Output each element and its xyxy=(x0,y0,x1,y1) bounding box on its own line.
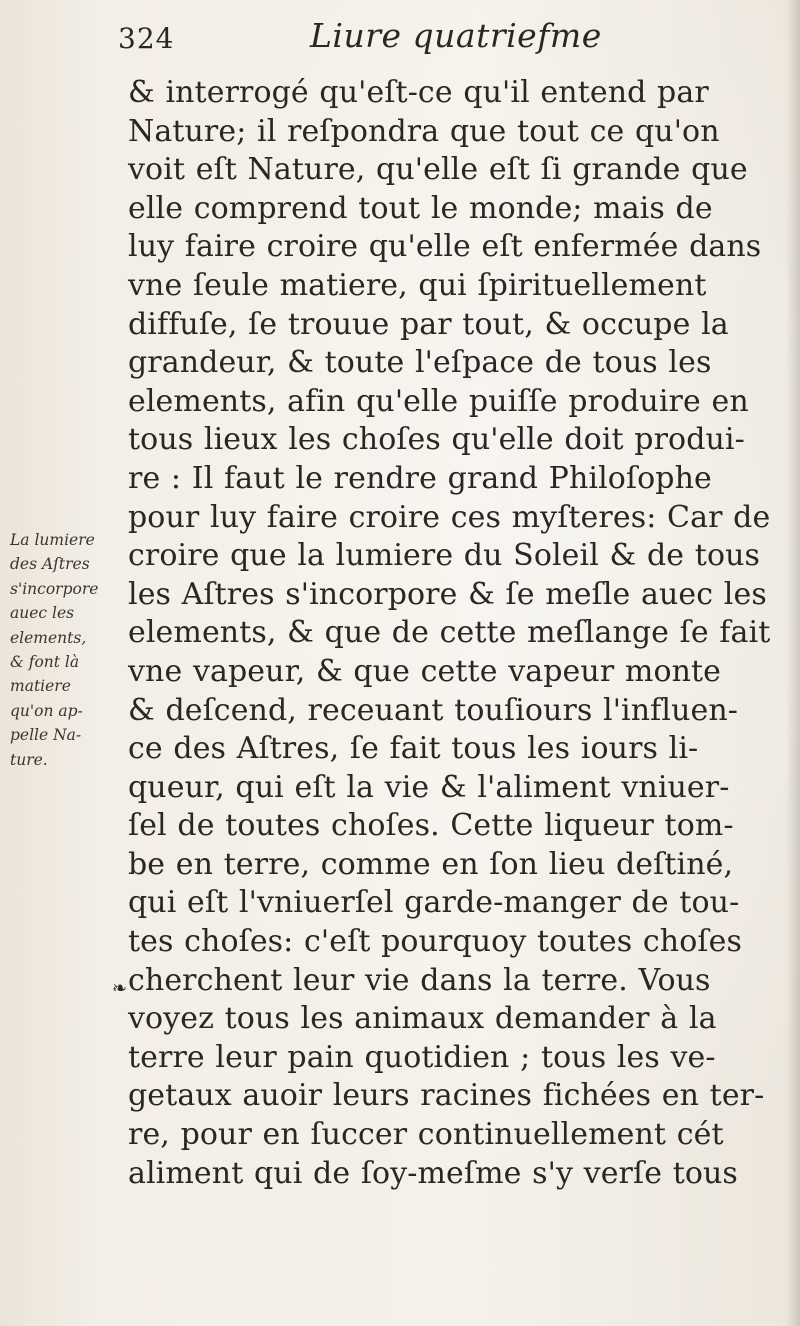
text-line: & deſcend, receuant touſiours l'influen- xyxy=(128,692,739,728)
text-line: aliment qui de ſoy-meſme s'y verſe tous xyxy=(128,1155,738,1191)
margin-note-line: matiere xyxy=(10,677,71,696)
margin-note-line: qu'on ap- xyxy=(10,701,83,720)
margin-note-line: elements, xyxy=(10,628,87,647)
running-head: Liure quatriefme xyxy=(310,16,602,55)
text-line: & interrogé qu'eſt-ce qu'il entend par xyxy=(128,75,709,110)
text-line: re : Il faut le rendre grand Philoſophe xyxy=(128,460,712,496)
margin-note-line: ture. xyxy=(10,750,48,769)
text-line: elements, & que de cette meſlange ſe fait xyxy=(128,615,771,651)
text-line: terre leur pain quotidien ; tous les ve- xyxy=(128,1039,716,1075)
text-line: Nature; il reſpondra que tout ce qu'on xyxy=(128,113,720,149)
margin-note-line: & font là xyxy=(10,653,80,672)
text-line: vne ſeule matiere, qui ſpirituellement xyxy=(128,267,707,303)
text-line: voit eſt Nature, qu'elle eſt ſi grande que xyxy=(128,152,748,188)
text-line: elle comprend tout le monde; mais de xyxy=(128,190,713,226)
margin-note-line: des Aſtres xyxy=(10,555,90,574)
text-line: queur, qui eſt la vie & l'aliment vniuer- xyxy=(128,769,730,805)
margin-note-line: auec les xyxy=(10,604,75,623)
text-line: be en terre, comme en ſon lieu deſtiné, xyxy=(128,846,734,882)
text-line: luy faire croire qu'elle eſt enfermée dans xyxy=(128,229,762,265)
text-line: elements, afin qu'elle puiſſe produire en xyxy=(128,383,749,419)
text-line: re, pour en ſuccer continuellement cét xyxy=(128,1117,724,1153)
fleuron-ornament-icon: ❧ xyxy=(112,978,128,999)
page-header xyxy=(112,12,712,60)
page-edge-shadow xyxy=(786,0,800,1326)
text-line: croire que la lumiere du Soleil & de tous xyxy=(128,538,761,574)
text-line: diffuſe, ſe trouue par tout, & occupe la xyxy=(128,306,729,342)
page-number: 324 xyxy=(118,22,175,55)
text-line: qui eſt l'vniuerſel garde-manger de tou- xyxy=(128,885,740,921)
text-line: getaux auoir leurs racines fichées en ter- xyxy=(128,1078,765,1114)
margin-note xyxy=(10,528,122,772)
text-line: cherchent leur vie dans la terre. Vous xyxy=(128,962,711,998)
text-line: tous lieux les choſes qu'elle doit produi- xyxy=(128,422,745,458)
margin-note-line: La lumiere xyxy=(10,531,95,549)
text-line: vne vapeur, & que cette vapeur monte xyxy=(128,653,722,689)
text-line: ce des Aſtres, ſe fait tous les iours li- xyxy=(128,731,699,767)
text-line: ſel de toutes choſes. Cette liqueur tom- xyxy=(128,808,734,844)
text-line: grandeur, & toute l'eſpace de tous les xyxy=(128,345,712,381)
margin-note-line: pelle Na- xyxy=(10,726,82,745)
text-line: tes choſes: c'eſt pourquoy toutes choſes xyxy=(128,924,742,960)
margin-note-line: s'incorpore xyxy=(10,579,99,598)
text-line: pour luy faire croire ces myſteres: Car de xyxy=(128,499,771,535)
body-text xyxy=(128,74,771,1193)
text-line: voyez tous les animaux demander à la xyxy=(128,1001,717,1037)
text-line: les Aſtres s'incorpore & ſe meſle auec les xyxy=(128,576,767,612)
